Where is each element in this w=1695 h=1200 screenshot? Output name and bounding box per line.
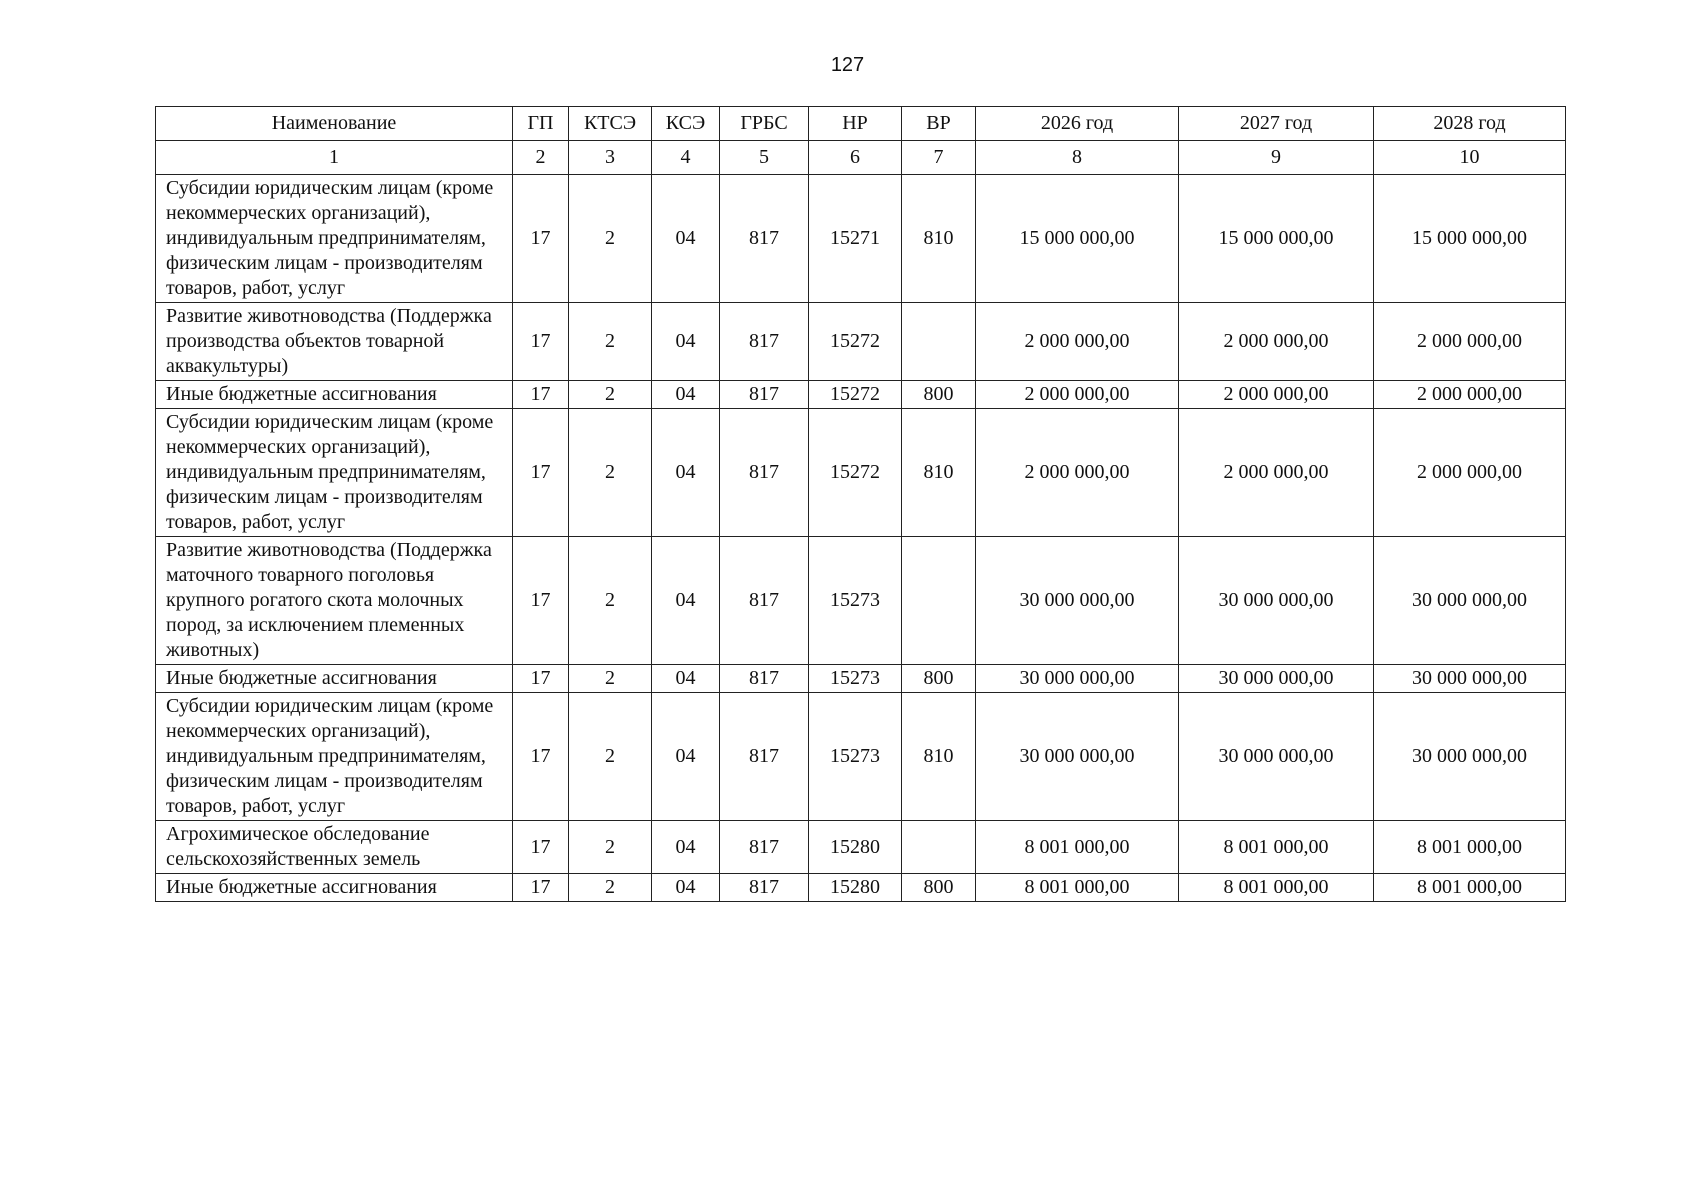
table-body (156, 175, 1566, 902)
gp-cell: 17 (513, 409, 569, 537)
year-2026-cell: 30 000 000,00 (976, 537, 1179, 665)
column-number-cell: 10 (1374, 141, 1566, 175)
nr-cell: 15271 (809, 175, 902, 303)
year-2028-cell: 8 001 000,00 (1374, 821, 1566, 874)
grbs-cell: 817 (720, 175, 809, 303)
name-cell: Иные бюджетные ассигнования (156, 665, 513, 693)
grbs-cell: 817 (720, 537, 809, 665)
gp-cell: 17 (513, 175, 569, 303)
nr-cell: 15273 (809, 693, 902, 821)
grbs-cell: 817 (720, 409, 809, 537)
year-2026-column-header: 2026 год (976, 107, 1179, 141)
gp-cell: 17 (513, 693, 569, 821)
year-2027-cell: 30 000 000,00 (1179, 665, 1374, 693)
kse-cell: 04 (652, 409, 720, 537)
gp-cell: 17 (513, 874, 569, 902)
column-number-cell: 7 (902, 141, 976, 175)
table-row (156, 693, 1566, 821)
ktse-cell: 2 (569, 381, 652, 409)
gp-cell: 17 (513, 303, 569, 381)
name-cell: Субсидии юридическим лицам (кроме некоммерческих организаций), индивидуальным предпринимателям, физическим лицам - производителям товаров, работ, услуг (156, 409, 513, 537)
gp-cell: 17 (513, 821, 569, 874)
column-number-row (156, 141, 1566, 175)
name-cell: Развитие животноводства (Поддержка маточного товарного поголовья крупного рогатого скота молочных пород, за исключением племенных животных) (156, 537, 513, 665)
year-2027-cell: 2 000 000,00 (1179, 409, 1374, 537)
gp-column-header: ГП (513, 107, 569, 141)
year-2027-cell: 8 001 000,00 (1179, 874, 1374, 902)
name-cell: Субсидии юридическим лицам (кроме некоммерческих организаций), индивидуальным предпринимателям, физическим лицам - производителям товаров, работ, услуг (156, 175, 513, 303)
grbs-column-header: ГРБС (720, 107, 809, 141)
nr-cell: 15273 (809, 537, 902, 665)
year-2026-cell: 15 000 000,00 (976, 175, 1179, 303)
vr-cell: 810 (902, 409, 976, 537)
year-2028-cell: 15 000 000,00 (1374, 175, 1566, 303)
year-2027-cell: 2 000 000,00 (1179, 381, 1374, 409)
name-cell: Развитие животноводства (Поддержка производства объектов товарной аквакультуры) (156, 303, 513, 381)
kse-cell: 04 (652, 874, 720, 902)
ktse-cell: 2 (569, 821, 652, 874)
table-row (156, 874, 1566, 902)
table-row (156, 537, 1566, 665)
kse-column-header: КСЭ (652, 107, 720, 141)
nr-cell: 15280 (809, 874, 902, 902)
grbs-cell: 817 (720, 874, 809, 902)
column-number-cell: 9 (1179, 141, 1374, 175)
vr-cell (902, 537, 976, 665)
grbs-cell: 817 (720, 381, 809, 409)
kse-cell: 04 (652, 381, 720, 409)
ktse-cell: 2 (569, 537, 652, 665)
name-cell: Субсидии юридическим лицам (кроме некоммерческих организаций), индивидуальным предпринимателям, физическим лицам - производителям товаров, работ, услуг (156, 693, 513, 821)
name-cell: Агрохимическое обследование сельскохозяйственных земель (156, 821, 513, 874)
kse-cell: 04 (652, 537, 720, 665)
grbs-cell: 817 (720, 303, 809, 381)
column-number-cell: 3 (569, 141, 652, 175)
vr-cell: 800 (902, 665, 976, 693)
grbs-cell: 817 (720, 693, 809, 821)
grbs-cell: 817 (720, 821, 809, 874)
vr-cell (902, 821, 976, 874)
nr-column-header: НР (809, 107, 902, 141)
year-2028-cell: 30 000 000,00 (1374, 537, 1566, 665)
nr-cell: 15273 (809, 665, 902, 693)
vr-cell: 800 (902, 381, 976, 409)
ktse-cell: 2 (569, 175, 652, 303)
gp-cell: 17 (513, 381, 569, 409)
grbs-cell: 817 (720, 665, 809, 693)
column-number-cell: 6 (809, 141, 902, 175)
gp-cell: 17 (513, 665, 569, 693)
vr-cell (902, 303, 976, 381)
name-column-header: Наименование (156, 107, 513, 141)
column-number-cell: 1 (156, 141, 513, 175)
year-2027-cell: 15 000 000,00 (1179, 175, 1374, 303)
year-2027-column-header: 2027 год (1179, 107, 1374, 141)
year-2027-cell: 2 000 000,00 (1179, 303, 1374, 381)
ktse-cell: 2 (569, 409, 652, 537)
column-number-cell: 2 (513, 141, 569, 175)
year-2028-cell: 2 000 000,00 (1374, 381, 1566, 409)
vr-cell: 810 (902, 175, 976, 303)
vr-cell: 800 (902, 874, 976, 902)
table-row (156, 381, 1566, 409)
table-row (156, 409, 1566, 537)
nr-cell: 15272 (809, 303, 902, 381)
year-2028-cell: 2 000 000,00 (1374, 409, 1566, 537)
name-cell: Иные бюджетные ассигнования (156, 381, 513, 409)
nr-cell: 15280 (809, 821, 902, 874)
table-row (156, 303, 1566, 381)
vr-column-header: ВР (902, 107, 976, 141)
year-2026-cell: 2 000 000,00 (976, 409, 1179, 537)
year-2026-cell: 30 000 000,00 (976, 693, 1179, 821)
budget-table (155, 106, 1566, 902)
nr-cell: 15272 (809, 381, 902, 409)
kse-cell: 04 (652, 693, 720, 821)
ktse-cell: 2 (569, 303, 652, 381)
year-2026-cell: 8 001 000,00 (976, 874, 1179, 902)
table-row (156, 665, 1566, 693)
kse-cell: 04 (652, 303, 720, 381)
table-row (156, 821, 1566, 874)
year-2028-cell: 30 000 000,00 (1374, 693, 1566, 821)
year-2028-cell: 8 001 000,00 (1374, 874, 1566, 902)
kse-cell: 04 (652, 175, 720, 303)
column-number-cell: 4 (652, 141, 720, 175)
vr-cell: 810 (902, 693, 976, 821)
year-2026-cell: 2 000 000,00 (976, 303, 1179, 381)
table-row (156, 175, 1566, 303)
column-number-cell: 5 (720, 141, 809, 175)
year-2026-cell: 2 000 000,00 (976, 381, 1179, 409)
kse-cell: 04 (652, 665, 720, 693)
year-2028-cell: 30 000 000,00 (1374, 665, 1566, 693)
ktse-cell: 2 (569, 874, 652, 902)
year-2026-cell: 8 001 000,00 (976, 821, 1179, 874)
year-2027-cell: 30 000 000,00 (1179, 537, 1374, 665)
ktse-column-header: КТСЭ (569, 107, 652, 141)
page-number: 127 (830, 54, 865, 76)
year-2028-column-header: 2028 год (1374, 107, 1566, 141)
ktse-cell: 2 (569, 665, 652, 693)
kse-cell: 04 (652, 821, 720, 874)
nr-cell: 15272 (809, 409, 902, 537)
year-2027-cell: 8 001 000,00 (1179, 821, 1374, 874)
gp-cell: 17 (513, 537, 569, 665)
year-2026-cell: 30 000 000,00 (976, 665, 1179, 693)
header-row (156, 107, 1566, 141)
name-cell: Иные бюджетные ассигнования (156, 874, 513, 902)
year-2027-cell: 30 000 000,00 (1179, 693, 1374, 821)
ktse-cell: 2 (569, 693, 652, 821)
year-2028-cell: 2 000 000,00 (1374, 303, 1566, 381)
column-number-cell: 8 (976, 141, 1179, 175)
